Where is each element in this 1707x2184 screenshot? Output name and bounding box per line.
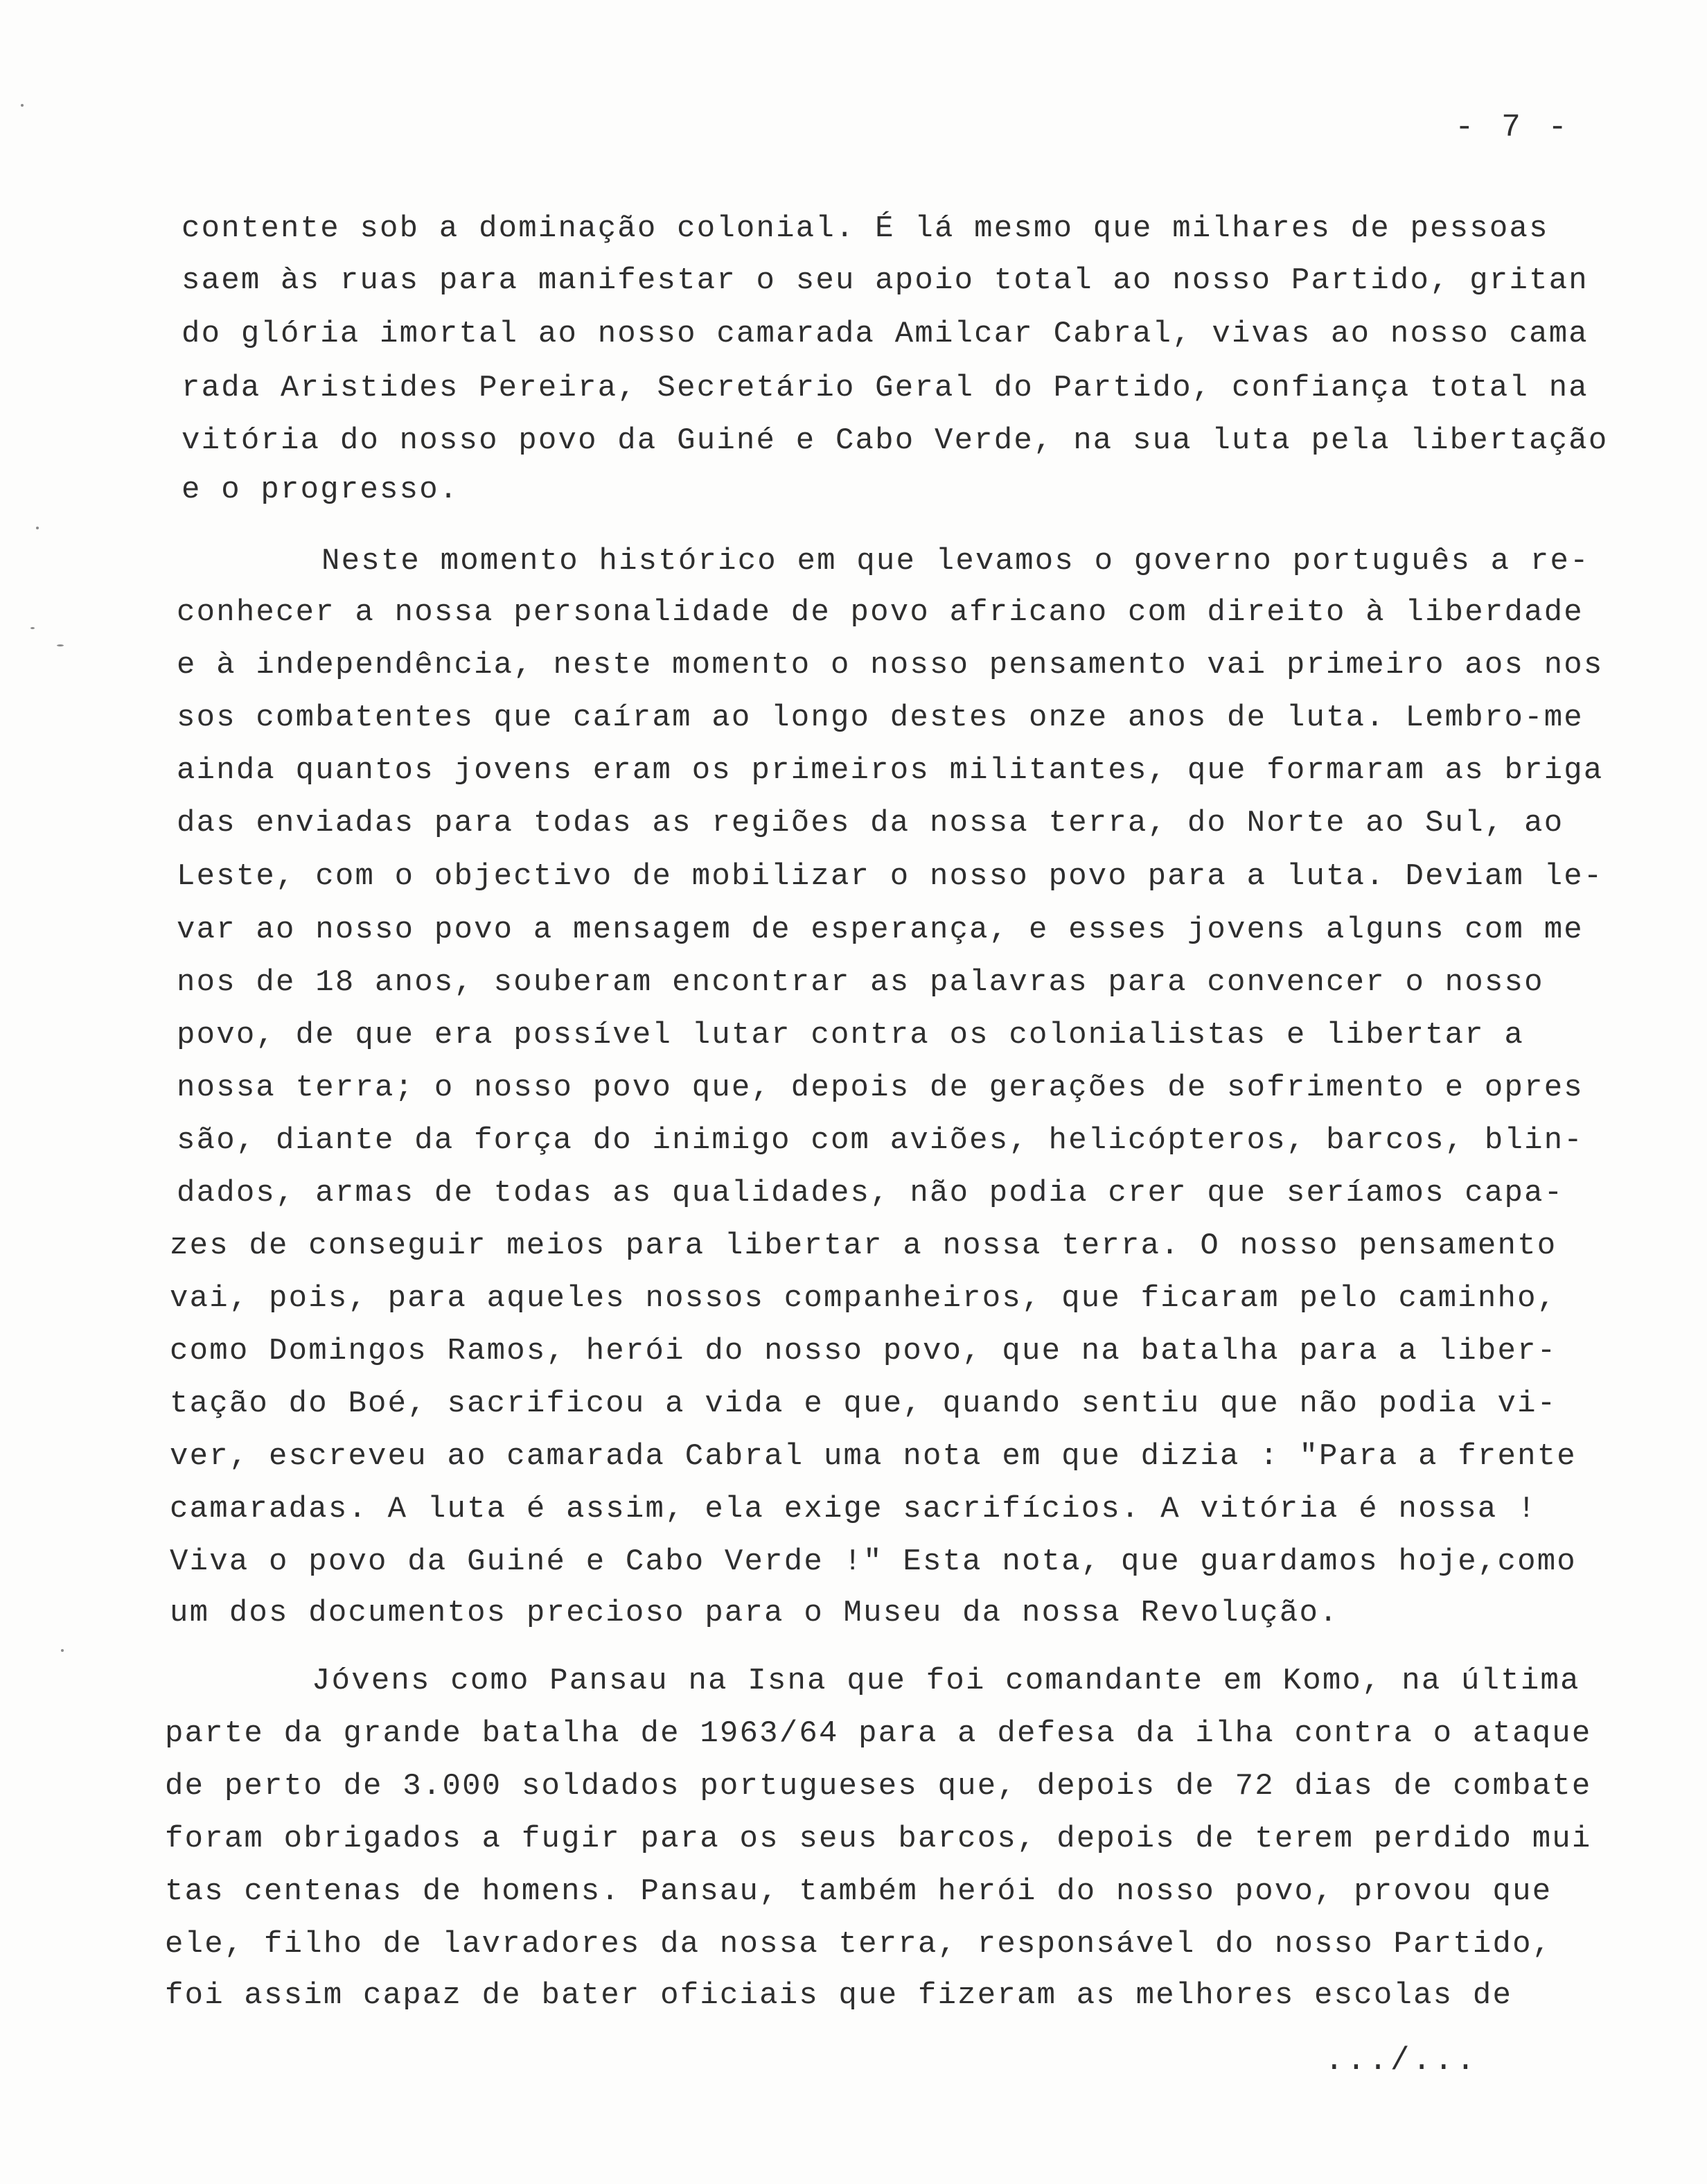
text-line: zes de conseguir meios para libertar a nossa terra. O nosso pensamento <box>170 1228 1557 1263</box>
text-line: vitória do nosso povo da Guiné e Cabo Verde, na sua luta pela libertação <box>182 423 1609 458</box>
text-line: var ao nosso povo a mensagem de esperança, e esses jovens alguns com me <box>177 913 1584 947</box>
text-line: vai, pois, para aqueles nossos companheiros, que ficaram pelo caminho, <box>170 1281 1557 1316</box>
scan-speck <box>21 104 24 107</box>
text-line: um dos documentos precioso para o Museu da nossa Revolução. <box>170 1596 1339 1630</box>
text-line: das enviadas para todas as regiões da nossa terra, do Norte ao Sul, ao <box>177 806 1564 840</box>
text-line: e o progresso. <box>182 473 459 507</box>
continuation-mark: .../... <box>1325 2043 1478 2079</box>
text-line: tação do Boé, sacrificou a vida e que, quando sentiu que não podia vi- <box>170 1386 1557 1421</box>
text-line: nos de 18 anos, souberam encontrar as palavras para convencer o nosso <box>177 965 1544 1000</box>
text-line: ele, filho de lavradores da nossa terra, responsável do nosso Partido, <box>165 1927 1553 1962</box>
text-line: foram obrigados a fugir para os seus barcos, depois de terem perdido mui <box>165 1822 1592 1856</box>
page-number: - 7 - <box>1455 109 1572 146</box>
text-line: como Domingos Ramos, herói do nosso povo, que na batalha para a liber- <box>170 1334 1557 1368</box>
scan-speck <box>61 1649 64 1652</box>
text-line: contente sob a dominação colonial. É lá mesmo que milhares de pessoas <box>182 211 1549 246</box>
text-line: ainda quantos jovens eram os primeiros militantes, que formaram as briga <box>177 753 1604 788</box>
text-line: sos combatentes que caíram ao longo destes onze anos de luta. Lembro-me <box>177 701 1584 735</box>
text-line: ver, escreveu ao camarada Cabral uma nota em que dizia : "Para a frente <box>170 1439 1577 1474</box>
text-line: e à independência, neste momento o nosso pensamento vai primeiro aos nos <box>177 648 1604 682</box>
text-line: foi assim capaz de bater oficiais que fizeram as melhores escolas de <box>165 1978 1513 2013</box>
text-line: nossa terra; o nosso povo que, depois de gerações de sofrimento e opres <box>177 1071 1584 1105</box>
text-line: são, diante da força do inimigo com aviões, helicópteros, barcos, blin- <box>177 1123 1584 1158</box>
scan-speck <box>30 627 35 629</box>
text-line: Neste momento histórico em que levamos o governo português a re- <box>321 544 1590 579</box>
text-line: dados, armas de todas as qualidades, não podia crer que seríamos capa- <box>177 1176 1564 1210</box>
text-line: Leste, com o objectivo de mobilizar o nosso povo para a luta. Deviam le- <box>177 859 1604 894</box>
text-line: do glória imortal ao nosso camarada Amilcar Cabral, vivas ao nosso cama <box>182 317 1589 351</box>
text-line: saem às ruas para manifestar o seu apoio total ao nosso Partido, gritan <box>182 263 1589 298</box>
text-line: Jóvens como Pansau na Isna que foi comandante em Komo, na última <box>312 1664 1580 1698</box>
text-line: Viva o povo da Guiné e Cabo Verde !" Esta nota, que guardamos hoje,como <box>170 1544 1577 1579</box>
text-line: rada Aristides Pereira, Secretário Geral do Partido, confiança total na <box>182 371 1589 405</box>
text-line: tas centenas de homens. Pansau, também herói do nosso povo, provou que <box>165 1874 1553 1909</box>
scan-speck <box>36 527 39 529</box>
scan-speck <box>57 644 64 646</box>
text-line: de perto de 3.000 soldados portugueses que, depois de 72 dias de combate <box>165 1769 1592 1804</box>
text-line: conhecer a nossa personalidade de povo africano com direito à liberdade <box>177 595 1584 630</box>
text-line: povo, de que era possível lutar contra os colonialistas e libertar a <box>177 1018 1525 1053</box>
text-line: parte da grande batalha de 1963/64 para a defesa da ilha contra o ataque <box>165 1716 1592 1751</box>
text-line: camaradas. A luta é assim, ela exige sacrifícios. A vitória é nossa ! <box>170 1492 1537 1526</box>
